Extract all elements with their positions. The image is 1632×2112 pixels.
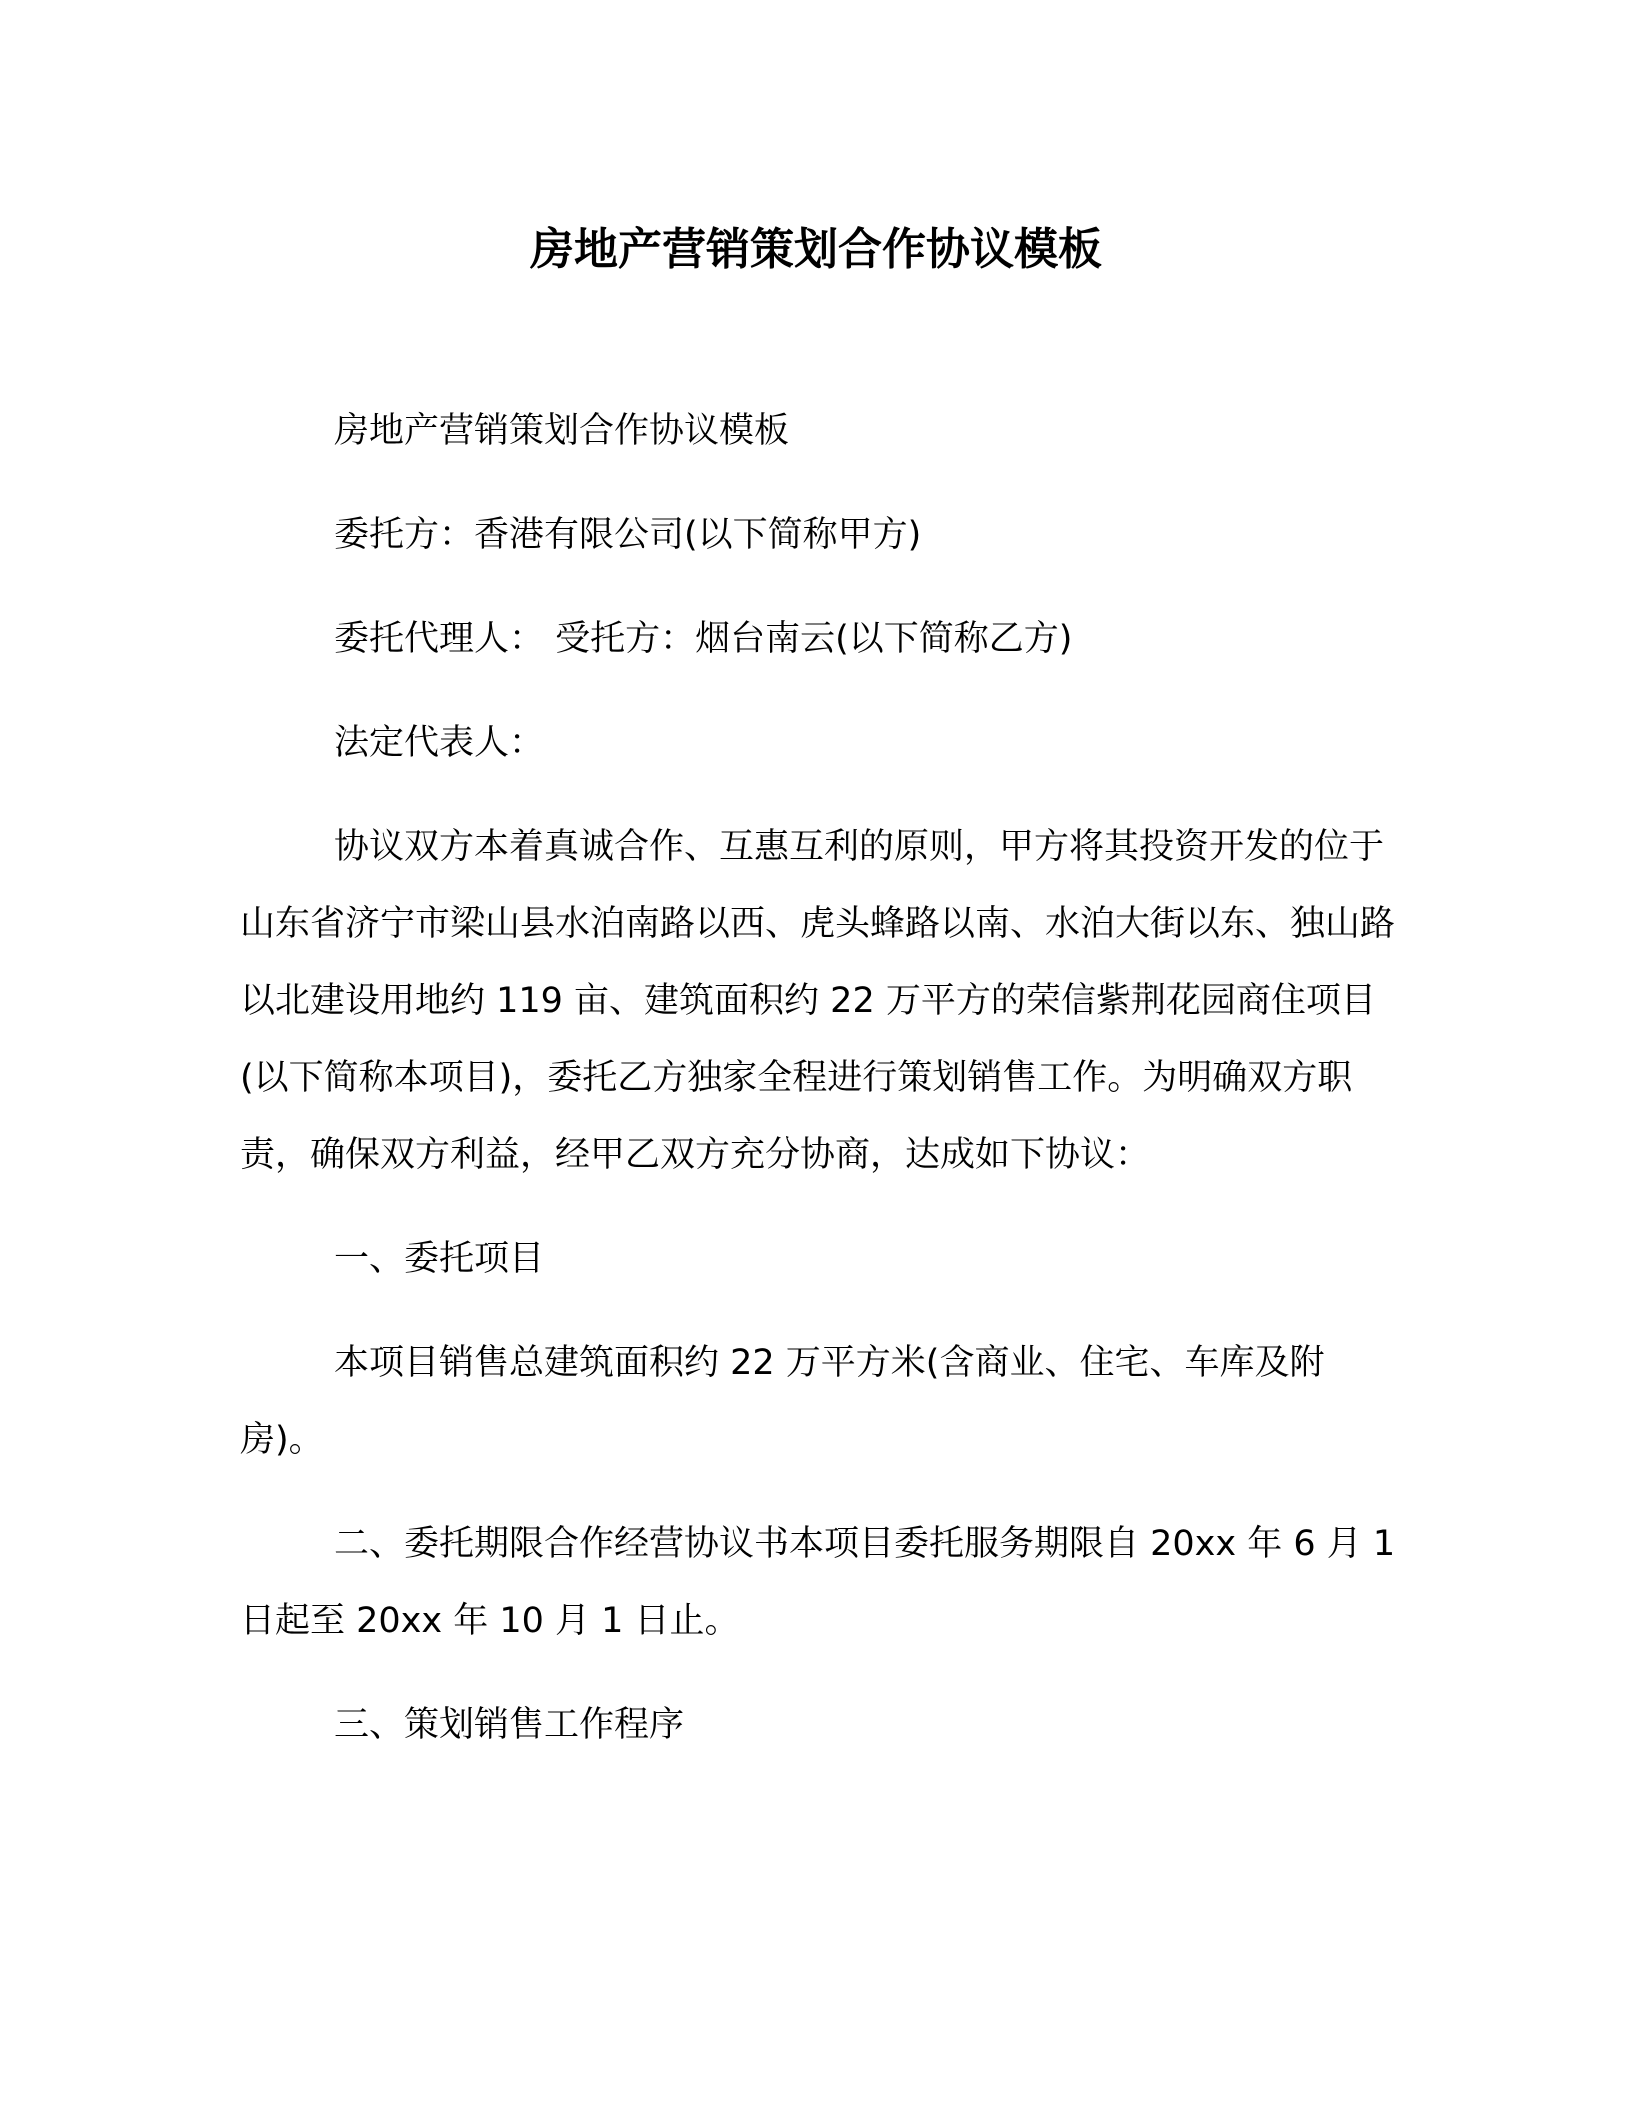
paragraph-section-2: 二、委托期限合作经营协议书本项目委托服务期限自 20xx 年 6 月 1 日起至 20xx 年 10 月 1 日止。 — [240, 1524, 1396, 1641]
section-heading-3: 三、策划销售工作程序 — [334, 1705, 685, 1745]
paragraph-section-1: 本项目销售总建筑面积约 22 万平方米(含商业、住宅、车库及附房)。 — [240, 1343, 1325, 1460]
section-heading-1: 一、委托项目 — [334, 1239, 545, 1279]
paragraph-legal-representative: 法定代表人： — [334, 723, 545, 763]
paragraph-agreement-intro: 协议双方本着真诚合作、互惠互利的原则，甲方将其投资开发的位于山东省济宁市梁山县水泊南路以西、虎头蜂路以南、水泊大街以东、独山路以北建设用地约 119 亩、建筑面积约 22 万平方的荣信紫荆花园商住项目(以下简称本项目)，委托乙方独家全程进行策划销售工作。为明确双方职责，确保双方利益，经甲乙双方充分协商，达成如下协议： — [240, 827, 1396, 1175]
paragraph-principal: 委托方：香港有限公司(以下简称甲方) — [334, 515, 922, 555]
document-body — [240, 393, 1400, 1764]
paragraph-agent: 委托代理人： 受托方：烟台南云(以下简称乙方) — [334, 619, 1073, 659]
document-title: 房地产营销策划合作协议模板 — [530, 224, 1102, 275]
paragraph-subtitle: 房地产营销策划合作协议模板 — [334, 411, 790, 451]
